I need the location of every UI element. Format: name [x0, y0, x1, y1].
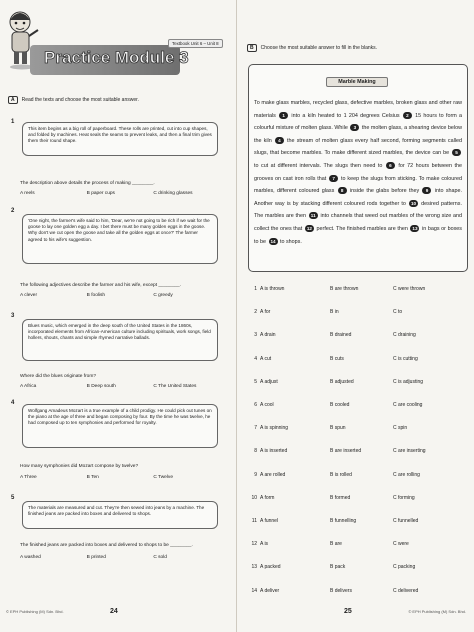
- option-a[interactable]: A reels: [20, 191, 35, 196]
- passage-title: Marble Making: [326, 77, 388, 87]
- question-passage: Blues music, which emerged in the deep south of the United States in the 1860s, incorporated elements from African-American culture including spirituals, work songs, field hollers, shouts, chants and simple rhymed narrative ballads.: [22, 319, 218, 361]
- option-b[interactable]: B printed: [86, 555, 106, 560]
- passage-text-segment: the molten glass, a shearing device below the kiln: [254, 125, 462, 144]
- answer-number: 7: [254, 425, 257, 432]
- option-c[interactable]: C funnelled: [393, 518, 419, 524]
- section-b-header: [247, 44, 377, 52]
- option-a[interactable]: A washed: [20, 555, 41, 560]
- option-b[interactable]: B cuts: [330, 355, 344, 362]
- answer-row: [245, 539, 455, 549]
- option-c[interactable]: C delivered: [393, 587, 419, 594]
- answer-number: 6: [254, 402, 257, 408]
- answer-options: [20, 191, 220, 196]
- option-c[interactable]: C are rolling: [393, 471, 420, 478]
- option-b[interactable]: B adjusted: [330, 378, 354, 385]
- answer-row: [245, 400, 455, 410]
- answer-number: 8: [254, 448, 257, 455]
- answer-row: [245, 586, 455, 596]
- passage-text-segment: into shape. Another way is by stacking different coloured rods together to: [254, 188, 463, 207]
- answer-row: [245, 377, 455, 387]
- passage-text-segment: inside the glabs before they: [347, 188, 422, 195]
- question-number: 1: [11, 119, 15, 125]
- blank-number-badge: 11: [309, 212, 318, 219]
- passage-text-segment: the stream of molten glass every half second, forming segments called slugs, that become marbles. To make different sized marbles, the device can be: [254, 137, 462, 157]
- option-a[interactable]: A funnel: [260, 518, 279, 524]
- option-c[interactable]: C sold: [153, 555, 167, 560]
- option-c[interactable]: C is adjusting: [393, 378, 424, 385]
- answer-options: [20, 475, 220, 480]
- option-b[interactable]: B spun: [330, 425, 346, 432]
- option-b[interactable]: B funnelling: [330, 518, 357, 524]
- blank-number-badge: 5: [452, 149, 461, 156]
- passage-text-segment: desired patterns. The marbles are then: [254, 200, 462, 220]
- section-a-header: [8, 96, 139, 104]
- option-a[interactable]: A Africa: [20, 384, 37, 389]
- option-c[interactable]: C Twelve: [153, 475, 173, 480]
- blank-number-badge: 7: [329, 175, 338, 182]
- answer-row: [245, 516, 455, 526]
- option-c[interactable]: C spin: [393, 425, 408, 432]
- answer-number: 2: [254, 309, 257, 316]
- question-passage: This item begins as a big roll of paperboard. These rolls are printed, cut into cup shapes, and folded by machines. Heat seals the seams to prevent leaks, and then a final trim gives them their round shape.: [22, 122, 218, 156]
- passage-text-segment: into a kiln heated to 1 204 degrees Celsius: [289, 112, 402, 119]
- option-b[interactable]: B pack: [330, 564, 346, 571]
- question-passage: The materials are measured and cut. They're then sewed into jeans by a machine. The finished jeans are packed into boxes and delivered to shops.: [22, 501, 218, 529]
- answer-row: [245, 470, 455, 480]
- answer-row: [245, 562, 455, 572]
- option-c[interactable]: C to: [393, 309, 403, 316]
- answer-number: 9: [254, 471, 257, 478]
- section-instruction: Choose the most suitable answer to fill in the blanks.: [260, 45, 378, 51]
- question-number: 2: [11, 208, 15, 214]
- answer-row: [245, 354, 455, 364]
- answer-number: 12: [251, 541, 257, 548]
- answer-number: 14: [251, 587, 257, 594]
- option-b[interactable]: B formed: [330, 494, 351, 501]
- answer-options: [20, 555, 220, 560]
- question-stem: How many symphonies did Mozart compose by twelve?: [20, 464, 139, 469]
- answer-row: [245, 423, 455, 433]
- unit-badge: Textbook Unit 6 – Unit 8: [168, 39, 223, 48]
- answer-number: 11: [251, 518, 257, 524]
- question-stem: The following adjectives describe the farmer and his wife, except ________.: [20, 283, 182, 288]
- passage-text-segment: to keep the slugs from sticking. To make coloured marbles, different coloured glass: [254, 175, 462, 195]
- option-b[interactable]: B delivers: [330, 587, 352, 594]
- passage-text-segment: To make glass marbles, recycled glass, defective marbles, broken glass and other raw materials: [254, 100, 462, 119]
- option-a[interactable]: A cut: [260, 355, 272, 362]
- passage-text: [254, 97, 462, 248]
- answer-options: [20, 293, 220, 298]
- answer-row: [245, 446, 455, 456]
- option-b[interactable]: B Ten: [86, 475, 99, 480]
- answer-row: [245, 493, 455, 503]
- option-a[interactable]: A is: [260, 541, 269, 548]
- option-a[interactable]: A deliver: [260, 587, 280, 594]
- option-c[interactable]: C were: [393, 541, 409, 548]
- option-c[interactable]: C are inserting: [393, 448, 426, 455]
- option-b[interactable]: B paper cups: [86, 191, 115, 196]
- question-stem: The description above details the process of making ________.: [20, 181, 155, 186]
- blank-number-badge: 6: [386, 162, 395, 169]
- passage-text-segment: into channels that weed out marbles of the wrong size and collect the ones that: [254, 213, 462, 232]
- section-instruction: Read the texts and choose the most suitable answer.: [21, 97, 139, 103]
- option-c[interactable]: C draining: [393, 332, 416, 339]
- option-c[interactable]: C are cooling: [393, 402, 423, 408]
- option-a[interactable]: A packed: [260, 564, 281, 571]
- option-b[interactable]: B are: [330, 541, 342, 548]
- option-b[interactable]: B Deep south: [86, 384, 116, 389]
- question-stem: Where did the blues originate from?: [20, 374, 96, 379]
- right-page: [237, 0, 474, 632]
- option-c[interactable]: C is cutting: [393, 355, 418, 362]
- option-a[interactable]: A Three: [20, 475, 37, 480]
- answer-number: 3: [254, 332, 257, 339]
- option-b[interactable]: B foolish: [86, 293, 106, 298]
- blank-number-badge: 9: [422, 187, 431, 194]
- option-a[interactable]: A are rolled: [260, 471, 286, 478]
- option-c[interactable]: C greedy: [153, 293, 173, 298]
- blank-number-badge: 13: [412, 226, 418, 232]
- option-a[interactable]: A drain: [260, 332, 276, 339]
- answer-row: [245, 284, 455, 294]
- blank-number-badge: 2: [403, 112, 412, 119]
- option-b[interactable]: B cooled: [330, 402, 350, 408]
- option-c[interactable]: C drinking glasses: [153, 191, 193, 196]
- option-a[interactable]: A adjust: [260, 378, 278, 385]
- passage-text-segment: perfect. The finished marbles are then: [314, 225, 410, 232]
- option-a[interactable]: A clever: [20, 293, 38, 298]
- question-number: 3: [11, 313, 15, 319]
- answer-number: 1: [254, 286, 257, 292]
- page-number: 25: [344, 608, 352, 615]
- page-number: 24: [110, 608, 118, 615]
- option-b[interactable]: B in: [330, 309, 339, 316]
- publisher-footer: © EPH Publishing (M) Sdn. Bhd.: [408, 609, 466, 614]
- option-b[interactable]: B drained: [330, 332, 352, 339]
- passage-text-segment: 15 hours to form a colourful mixture of molten glass. While: [254, 112, 463, 132]
- option-c[interactable]: C were thrown: [393, 286, 426, 292]
- option-a[interactable]: A is thrown: [260, 286, 285, 292]
- answer-row: [245, 330, 455, 340]
- option-a[interactable]: A is inserted: [260, 448, 288, 455]
- blank-number-badge: 8: [338, 187, 347, 194]
- option-c[interactable]: C forming: [393, 494, 415, 501]
- option-b[interactable]: B is rolled: [330, 471, 352, 478]
- option-a[interactable]: A is spinning: [260, 425, 289, 432]
- passage-text-segment: to shops.: [278, 238, 302, 245]
- question-number: 4: [11, 400, 15, 406]
- module-title: Practice Module 3: [44, 48, 189, 67]
- question-stem: The finished jeans are packed into boxes and delivered to shops to be ________.: [20, 543, 193, 548]
- option-a[interactable]: A cool: [260, 402, 274, 408]
- answer-options: [20, 384, 220, 389]
- question-passage: 'One night, the farmer's wife said to him, 'Dear, we're not going to be rich if we wait for the goose to lay one golden egg a day. I bet there must be many golden eggs in the goose. Why don't we cut open the goose and take all the golden eggs at once?' The farmer agreed to his wife's suggestion.: [22, 214, 218, 264]
- section-letter-badge: B: [247, 44, 257, 52]
- answer-number: 13: [251, 564, 257, 571]
- answer-number: 5: [254, 378, 257, 385]
- passage-text-segment: for 72 hours between the grooves on cast iron rolls that: [254, 162, 462, 182]
- blank-number-badge: 14: [270, 238, 276, 244]
- blank-number-badge: 10: [410, 200, 417, 206]
- option-c[interactable]: C The United States: [153, 384, 197, 389]
- blank-number-badge: 1: [279, 112, 288, 119]
- blank-number-badge: 12: [306, 226, 312, 232]
- option-b[interactable]: B are inserted: [330, 448, 362, 455]
- answer-number: 10: [251, 494, 257, 501]
- option-a[interactable]: A for: [260, 309, 271, 316]
- passage-text-segment: in bags or boxes to be: [254, 225, 462, 245]
- answer-number: 4: [254, 355, 257, 362]
- blank-number-badge: 4: [275, 137, 284, 144]
- publisher-footer: © EPH Publishing (M) Sdn. Bhd.: [6, 609, 64, 614]
- blank-number-badge: 3: [350, 124, 359, 131]
- option-c[interactable]: C packing: [393, 564, 416, 571]
- question-number: 5: [11, 495, 15, 501]
- question-passage: Wolfgang Amadeus Mozart is a true example of a child prodigy. He could pick out tunes on the piano at the age of three and began composing by four. By the time he was twelve, he had composed up to ten symphonies and performed for royalty.: [22, 404, 218, 448]
- option-a[interactable]: A form: [260, 494, 275, 501]
- answer-row: [245, 307, 455, 317]
- section-letter-badge: A: [8, 96, 18, 104]
- option-b[interactable]: B are thrown: [330, 286, 359, 292]
- passage-text-segment: to cut at different intervals. The slugs then need to: [254, 162, 385, 169]
